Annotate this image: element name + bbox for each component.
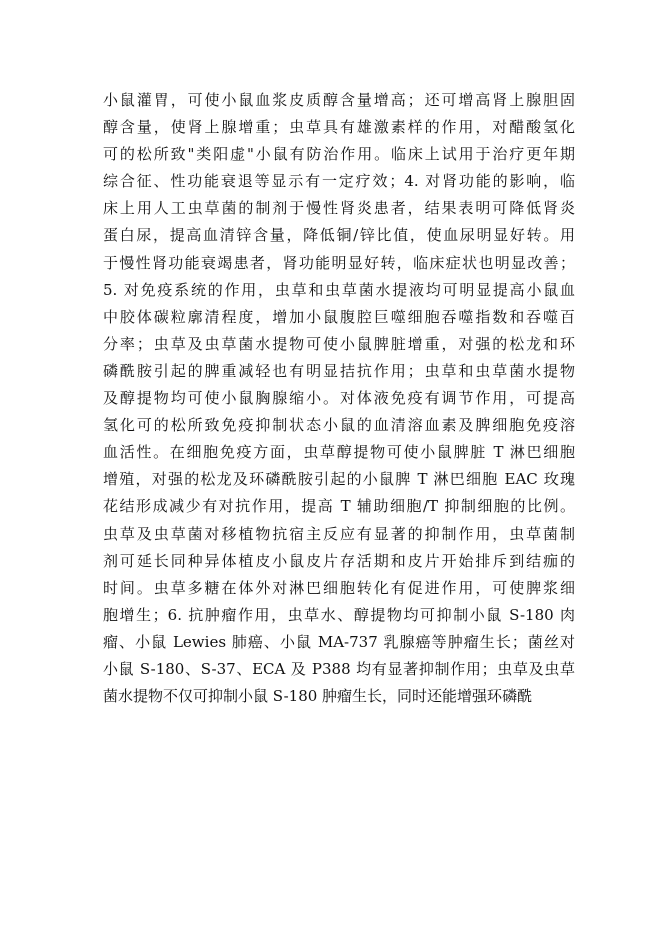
text-line-10: 分率；虫草及虫草菌水提物可使小鼠脾脏增重，对强的松龙和环 [103, 334, 575, 353]
text-line-1: 小鼠灌胃，可使小鼠血浆皮质醇含量增高；还可增高肾上腺胆固 [103, 91, 575, 109]
text-line-20: 胞增生；6. 抗肿瘤作用，虫草水、醇提物均可抑制小鼠 S-180 肉 [103, 605, 575, 624]
text-line-4: 综合征、性功能衰退等显示有一定疗效；4. 对肾功能的影响，临 [103, 172, 575, 191]
text-line-23: 菌水提物不仅可抑制小鼠 S-180 肿瘤生长，同时还能增强环磷酰 [103, 687, 533, 706]
text-line-17: 虫草及虫草菌对移植物抗宿主反应有显著的抑制作用，虫草菌制 [103, 524, 575, 543]
text-line-12: 及醇提物均可使小鼠胸腺缩小。对体液免疫有调节作用，可提高 [103, 389, 575, 408]
text-line-15: 增殖，对强的松龙及环磷酰胺引起的小鼠脾 T 淋巴细胞 EAC 玫瑰 [103, 470, 575, 489]
text-line-18: 剂可延长同种异体植皮小鼠皮片存活期和皮片开始排斥到结痂的 [103, 551, 575, 570]
text-line-22: 小鼠 S-180、S-37、ECA 及 P388 均有显著抑制作用；虫草及虫草 [103, 659, 575, 678]
text-line-9: 中胶体碳粒廓清程度，增加小鼠腹腔巨噬细胞吞噬指数和吞噬百 [103, 307, 575, 326]
text-line-14: 血活性。在细胞免疫方面，虫草醇提物可使小鼠脾脏 T 淋巴细胞 [103, 443, 575, 462]
text-line-6: 蛋白尿，提高血清锌含量，降低铜/锌比值，使血尿明显好转。用 [103, 226, 575, 245]
text-line-21: 瘤、小鼠 Lewies 肺癌、小鼠 MA-737 乳腺癌等肿瘤生长；菌丝对 [103, 632, 575, 651]
text-line-19: 时间。虫草多糖在体外对淋巴细胞转化有促进作用，可使脾浆细 [103, 578, 575, 597]
text-line-16: 花结形成减少有对抗作用，提高 T 辅助细胞/T 抑制细胞的比例。 [103, 497, 575, 516]
body-text [103, 87, 575, 710]
text-line-3: 可的松所致"类阳虚"小鼠有防治作用。临床上试用于治疗更年期 [103, 145, 575, 164]
text-line-13: 氢化可的松所致免疫抑制状态小鼠的血清溶血素及脾细胞免疫溶 [103, 416, 575, 435]
text-line-11: 磷酰胺引起的脾重减轻也有明显拮抗作用；虫草和虫草菌水提物 [103, 361, 575, 380]
text-line-2: 醇含量，使肾上腺增重；虫草具有雄激素样的作用，对醋酸氢化 [103, 118, 575, 137]
text-line-5: 床上用人工虫草菌的制剂于慢性肾炎患者，结果表明可降低肾炎 [103, 199, 575, 218]
text-line-8: 5. 对免疫系统的作用，虫草和虫草菌水提液均可明显提高小鼠血 [103, 280, 575, 299]
text-line-7: 于慢性肾功能衰竭患者，肾功能明显好转，临床症状也明显改善； [103, 253, 575, 272]
